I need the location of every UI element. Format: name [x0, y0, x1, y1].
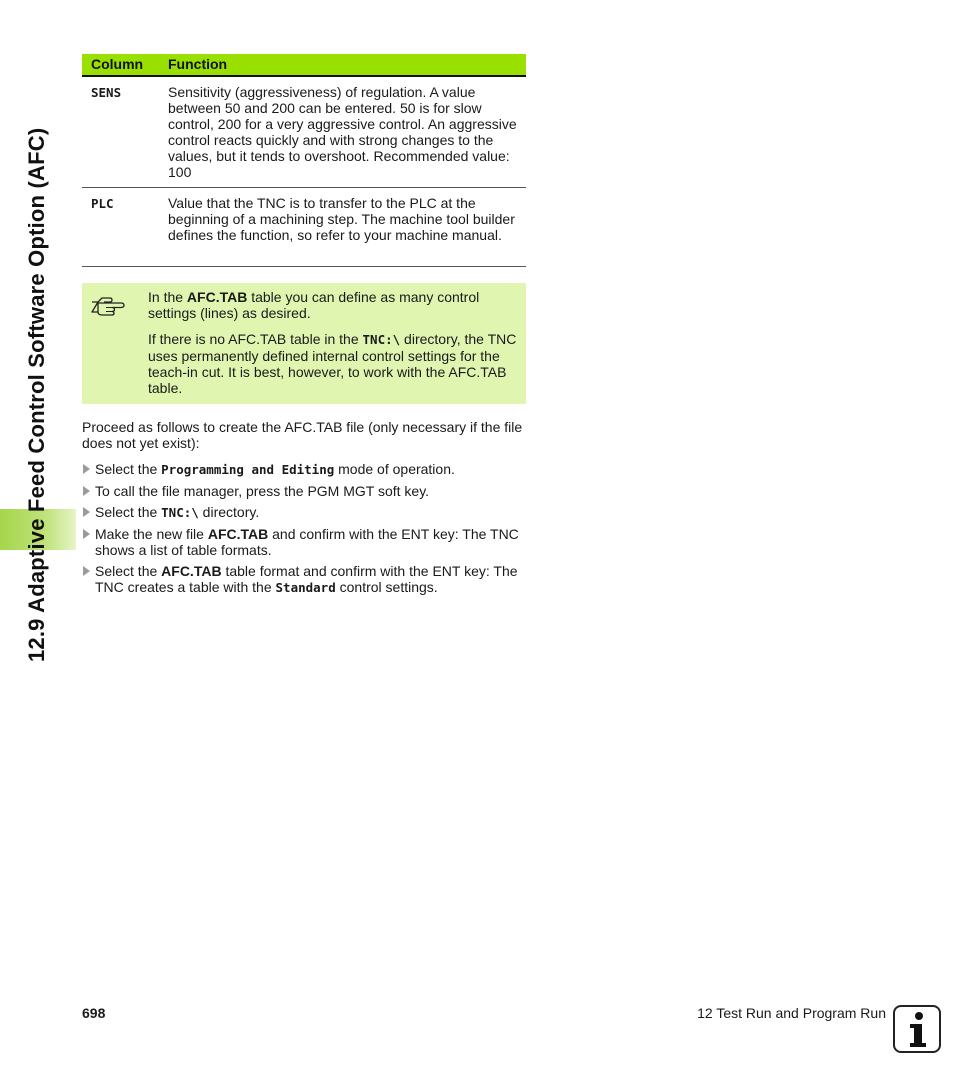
- step-arrow-icon: [83, 464, 90, 474]
- table-row: [82, 188, 526, 267]
- list-item: Select the TNC:\ directory.: [82, 504, 526, 521]
- column-name: SENS: [91, 85, 122, 100]
- list-item: To call the file manager, press the PGM MGT soft key.: [82, 483, 526, 499]
- note-paragraph: In the AFC.TAB table you can define as many control settings (lines) as desired.: [148, 289, 480, 321]
- list-item: Select the Programming and Editing mode of operation.: [82, 461, 526, 478]
- note-paragraph: If there is no AFC.TAB table in the TNC:\ directory, the TNC uses permanently defined internal control settings for the teach-in cut. It is best, however, to work with the AFC.TAB table.: [148, 331, 517, 396]
- pointing-hand-icon: [90, 294, 126, 321]
- step-list: [82, 461, 526, 601]
- list-item: Select the AFC.TAB table format and confirm with the ENT key: The TNC creates a table with the Standard control settings.: [82, 563, 526, 596]
- note-box: [82, 283, 526, 404]
- directory-name: TNC:\: [362, 332, 401, 347]
- file-name: AFC.TAB: [186, 289, 248, 305]
- table-row: [82, 76, 526, 188]
- info-icon: [893, 1005, 941, 1053]
- section-title: 12.9 Adaptive Feed Control Software Option (AFC): [24, 127, 49, 662]
- header-function: Function: [168, 54, 526, 76]
- function-description: Value that the TNC is to transfer to the PLC at the beginning of a machining step. The machine tool builder defines the function, so refer to your machine manual.: [168, 188, 526, 267]
- list-item: Make the new file AFC.TAB and confirm with the ENT key: The TNC shows a list of table formats.: [82, 526, 526, 558]
- function-table: [82, 54, 526, 267]
- table-header-row: [82, 54, 526, 76]
- function-description: Sensitivity (aggressiveness) of regulation. A value between 50 and 200 can be entered. 50 is for slow control, 200 for a very aggressive control. An aggressive control reacts quickly and with strong changes to the values, but it tends to overshoot. Recommended value: 100: [168, 76, 526, 188]
- page-number: 698: [82, 1005, 106, 1021]
- column-name: PLC: [91, 196, 114, 211]
- step-arrow-icon: [83, 566, 90, 576]
- step-arrow-icon: [83, 486, 90, 496]
- step-arrow-icon: [83, 507, 90, 517]
- header-column: Column: [82, 54, 168, 76]
- intro-paragraph: Proceed as follows to create the AFC.TAB file (only necessary if the file does not yet exist):: [82, 419, 523, 451]
- step-arrow-icon: [83, 529, 90, 539]
- chapter-title: 12 Test Run and Program Run: [697, 1005, 886, 1021]
